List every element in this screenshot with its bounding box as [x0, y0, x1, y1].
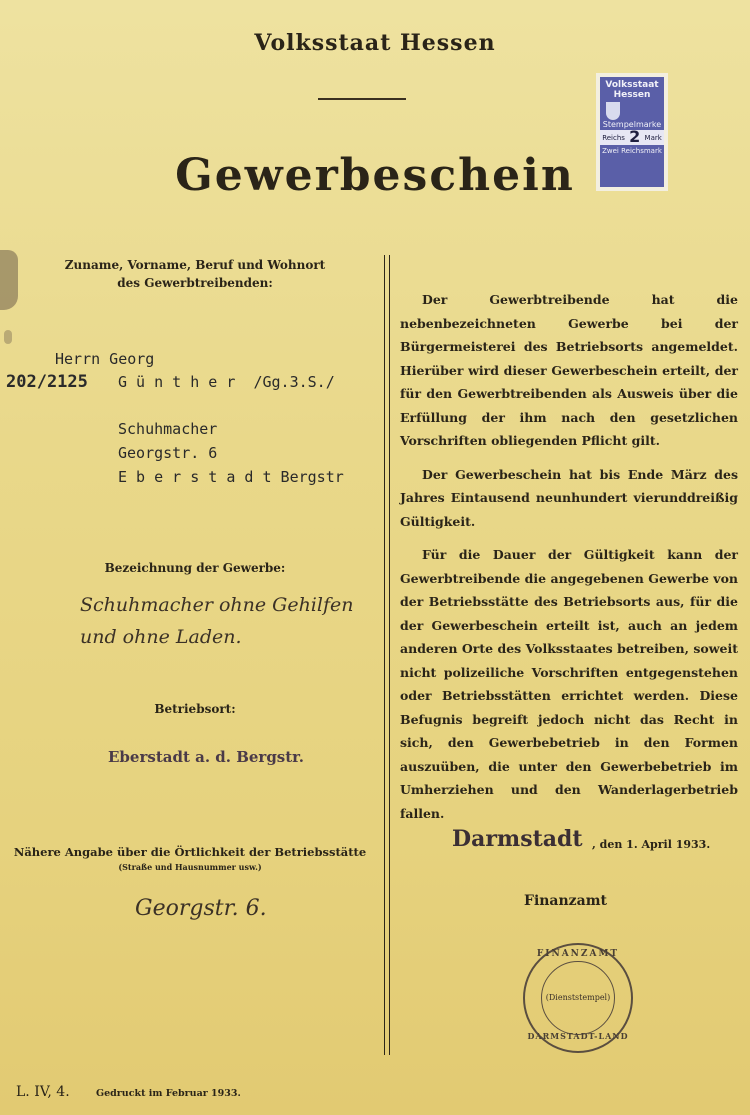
location-sublabel: (Straße und Hausnummer usw.) [118, 862, 262, 872]
form-number: L. IV, 4. [16, 1084, 70, 1100]
header-rule [318, 98, 406, 100]
conditions-text [400, 288, 738, 835]
stamp-value [600, 127, 664, 146]
handwritten-trade-line-2: und ohne Laden. [80, 626, 242, 648]
name-label-line-2: des Gewerbtreibenden: [117, 276, 273, 290]
typed-town: E b e r s t a d t Bergstr [118, 468, 344, 486]
seal-bottom-text: DARMSTADT-LAND [527, 1031, 629, 1041]
place-label: Betriebsort: [154, 702, 236, 716]
hessen-lion-icon [606, 102, 620, 120]
conditions-paragraph-1: Der Gewerbtreibende hat die nebenbezeichneten Gewerbe bei der Bürgermeisterei des Betriebsorts angemeldet. Hierüber wird dieser Gewerbeschein erteilt, der für den Gewerbtreibenden als Ausweis über die Erfüllung der ihm nach den gesetzlichen Vorschriften obliegenden Pflicht gilt. [400, 292, 738, 448]
stamp-label: Stempelmarke [602, 120, 662, 129]
document-header: Volksstaat Hessen [254, 30, 496, 56]
paper-stain [4, 330, 12, 344]
office-name: Finanzamt [524, 893, 607, 909]
typed-surname: G ü n t h e r /Gg.3.S./ [118, 373, 335, 391]
name-label-line-1: Zuname, Vorname, Beruf und Wohnort [64, 258, 326, 272]
seal-top-text: FINANZAMT [536, 949, 620, 959]
official-seal [523, 943, 633, 1053]
location-label: Nähere Angabe über die Örtlichkeit der Betriebsstätte [13, 845, 367, 859]
issue-date: , den 1. April 1933. [592, 838, 711, 851]
paper-stain [0, 250, 18, 310]
trade-label: Bezeichnung der Gewerbe: [104, 561, 286, 575]
handwritten-location: Georgstr. 6. [135, 896, 267, 921]
handwritten-trade-line-1: Schuhmacher ohne Gehilfen [80, 594, 354, 616]
city-rubber-stamp: Darmstadt [452, 826, 583, 852]
revenue-stamp [596, 73, 668, 191]
typed-salutation-name: Herrn Georg [55, 350, 155, 368]
typed-street: Georgstr. 6 [118, 444, 218, 462]
stamp-value-number: 2 [629, 127, 641, 146]
printed-note: Gedruckt im Februar 1933. [96, 1088, 241, 1099]
revenue-stamp-face [600, 77, 664, 187]
conditions-paragraph-3: Für die Dauer der Gültigkeit kann der Gewerbtreibende die angegebenen Gewerbe von der Betriebsstätte des Betriebsorts aus, für die der Gewerbeschein erteilt ist, auch an jedem anderen Orte des Volksstaates betreiben, soweit nicht polizeiliche Vorschriften entgegenstehen oder Betriebsstätten errichtet werden. Diese Befugnis begreift jedoch nicht das Recht in sich, den Gewerbebetrieb in den Formen auszuüben, die unter den Gewerbebetrieb im Umherziehen und den Wanderlagerbetrieb fallen. [400, 547, 738, 821]
place-rubber-stamp: Eberstadt a. d. Bergstr. [108, 748, 304, 766]
register-number: 202/2125 [6, 372, 88, 392]
stamp-value-suffix: Mark [644, 134, 662, 142]
conditions-paragraph-2: Der Gewerbeschein hat bis Ende März des Jahres Eintausend neunhundert vierunddreißig Gültigkeit. [400, 466, 738, 529]
typed-occupation: Schuhmacher [118, 420, 218, 438]
document-title: Gewerbeschein [175, 150, 575, 201]
stamp-bottom-text: Zwei Reichsmark [602, 147, 662, 155]
column-divider [384, 255, 390, 1055]
stamp-value-prefix: Reichs [602, 134, 625, 142]
seal-center-text: (Dienststempel) [545, 993, 611, 1002]
stamp-top-text: Volksstaat Hessen [605, 80, 659, 100]
